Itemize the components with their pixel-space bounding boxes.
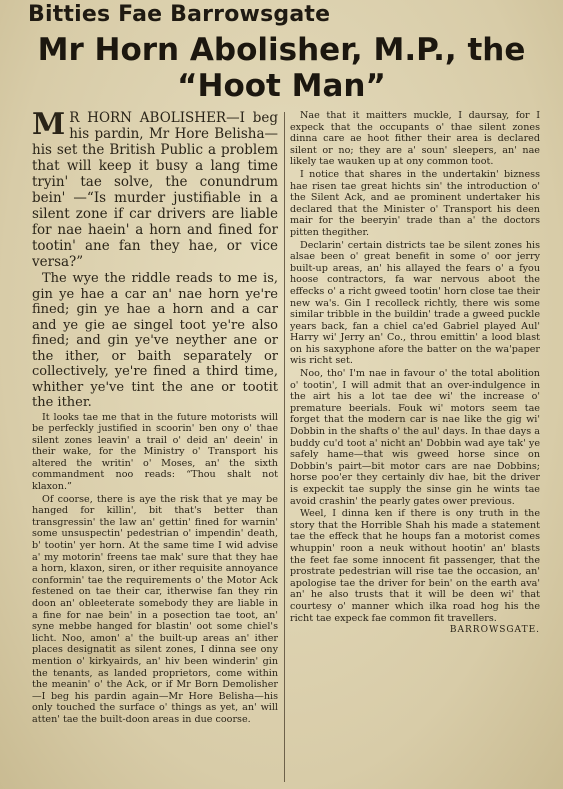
article-column-right	[290, 110, 540, 778]
column-divider	[284, 112, 285, 782]
article-paragraph: Nae that it maitters muckle, I daursay, for I expeck that the occupants o' thae silent zones dinna care ae hoot fither their area is declared silent or no; they are a' soun' sleepers, an' nae likely tae wauken up at ony common toot.	[290, 110, 540, 168]
byline: BARROWSGATE.	[449, 625, 540, 636]
drop-cap: M	[32, 110, 66, 142]
headline-line-2: “Hoot Man”	[177, 68, 386, 104]
article-paragraph: Noo, tho' I'm nae in favour o' the total abolition o' tootin', I will admit that an over-indulgence in the airt his a lot tae dee wi' the increase o' premature beerials. Fouk wi' motors seem tae forget that the modern car is nae like the gig wi' Dobbin in the shafts o' the aul' days. In thae days a buddy cu'd toot a' nicht an' Dobbin wad aye tak' ye safely hame—that wis gweed horse since on Dobbin's pairt—bit motor cars are nae Dobbins; horse poo'er they certainly div hae, bit the driver is expeckit tae supply the sinse gin he wints tae avoid crashin' the pearly gates ower previous.	[290, 368, 540, 507]
lead-text: R HORN ABOLISHER—I beg his pardin, Mr Hore Belisha—his set the British Public a problem that will keep it busy a lang time tryin' tae solve, the conundrum bein' —“Is murder justifiable in a silent zone if car drivers are liable for nae haein' a horn and fined for tootin' ane fan they hae, or vice versa?”	[32, 110, 278, 270]
article-column-left	[32, 110, 278, 778]
article-paragraph: It looks tae me that in the future motorists will be perfeckly justified in scoorin' ben ony o' thae silent zones leavin' a trail o' deid an' deein' in their wake, for the Ministry o' Transport his altered the writin' o' Moses, an' the sixth commandment noo reads: “Thou shalt not klaxon.”	[32, 411, 278, 493]
lead-paragraph	[32, 110, 278, 270]
article-paragraph: Weel, I dinna ken if there is ony truth in the story that the Horrible Shah his made a statement tae the effeck that he houps fan a motorist comes whuppin' roon a neuk without hootin' an' blasts the feet fae some innocent fit passenger, that the prostrate pedestrian will rise tae the occasion, an' apologise tae the driver for bein' on the earth ava' an' he also trusts that it will be deen wi' that courtesy o' manner which ilka road hog his the richt tae expeck fae common fit travellers.	[290, 508, 540, 624]
column-kicker: Bitties Fae Barrowsgate	[28, 2, 331, 27]
article-paragraph: The wye the riddle reads to me is, gin ye hae a car an' nae horn ye're fined; gin ye hae a horn and a car and ye gie ae singel toot ye're also fined; and gin ye've neyther ane or the ither, or baith separately or collectively, ye're fined a third time, whither ye've tint the ane or tootit the ither.	[32, 271, 278, 410]
article-paragraph: Declarin' certain districts tae be silent zones his alsae been o' great benefit in some o' oor jerry built-up areas, an' his allayed the fears o' a fyou hoose contractors, fa war nervous aboot the effecks o' a richt gweed tootin' horn close tae their new wa's. Gin I recolleck richtly, there wis some similar tribble in the buildin' trade a gweed puckle years back, fan a chiel ca'ed Gabriel played Aul' Harry wi' Jerry an' Co., throu emittin' a lood blast on his saxyphone afore the batter on the wa'paper wis richt set.	[290, 239, 540, 367]
article-paragraph: Of coorse, there is aye the risk that ye may be hanged for killin', bit that's better than transgressin' the law an' gettin' fined for warnin' some unsuspectin' pedestrian o' impendin' death, b' tootin' yer horn. At the same time I wid advise a' my motorin' freens tae mak' sure that they hae a horn, klaxon, siren, or ither requisite annoyance conformin' tae the requirements o' the Motor Ack festened on tae their car, itherwise fan they rin doon an' obleeterate somebody they are liable in a fine for nae bein' in a posection tae toot, an' syne mebbe hanged for blastin' oot some chiel's licht. Noo, amon' a' the built-up areas an' ither places designatit as silent zones, I dinna see ony mention o' kirkyairds, an' hiv been winderin' gin the tenants, as landed proprietors, come within the meanin' o' the Ack, or if Mr Born Demolisher—I beg his pardin again—Mr Hore Belisha—his only touched the surface o' things as yet, an' will atten' tae the built-doon areas in due coorse.	[32, 493, 278, 725]
headline-line-1: Mr Horn Abolisher, M.P., the	[37, 32, 526, 68]
article-paragraph: I notice that shares in the undertakin' bizness hae risen tae great hichts sin' the introduction o' the Silent Ack, and ae prominent undertaker his declared that the Minister o' Transport his deen mair for the beeryin' trade than a' the doctors pitten thegither.	[290, 168, 540, 238]
